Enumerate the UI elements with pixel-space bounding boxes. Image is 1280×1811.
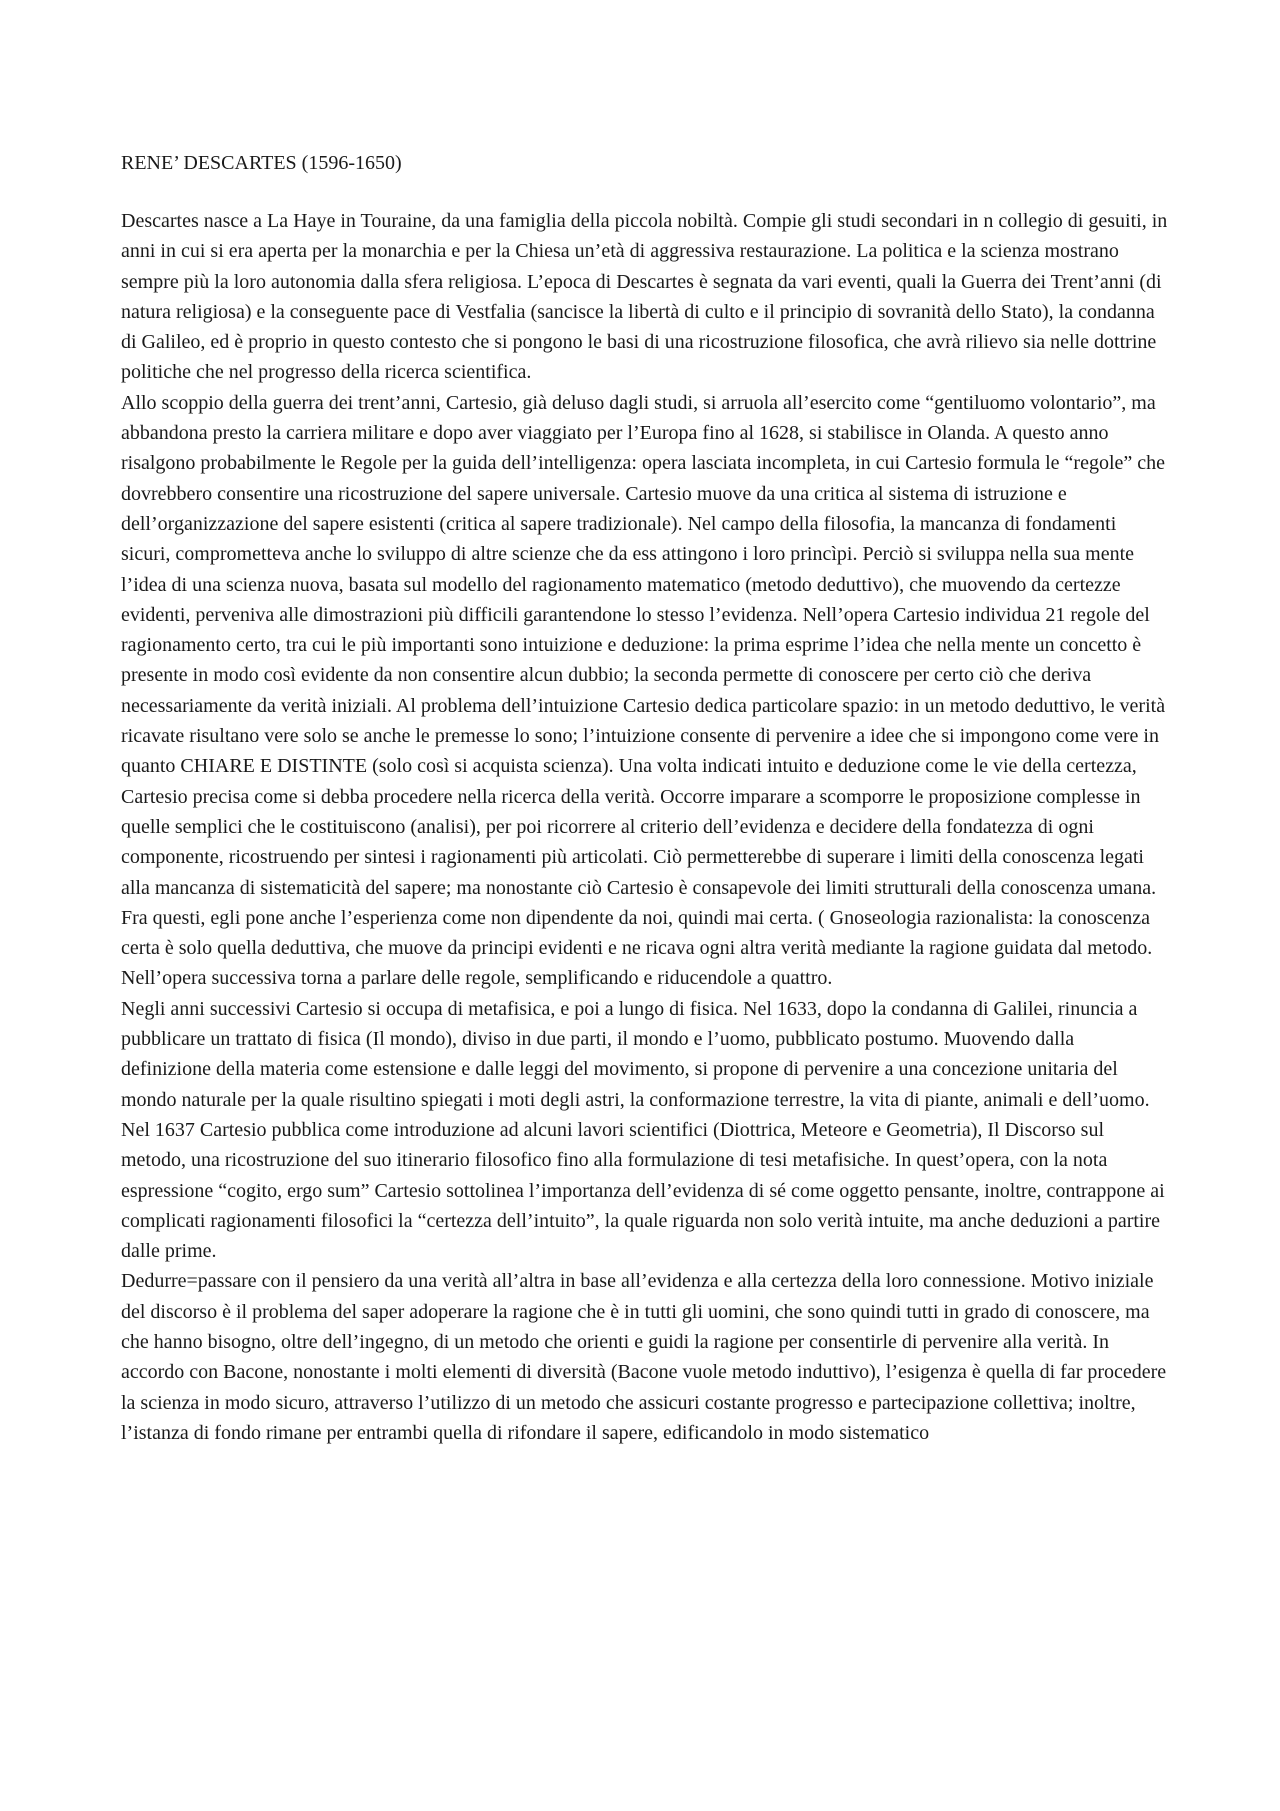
paragraph-dedurre: Dedurre=passare con il pensiero da una verità all’altra in base all’evidenza e alla certezza della loro connessione. Motivo iniziale del discorso è il problema del saper adoperare la ragione che è in tutti gli uomini, che sono quindi tutti in grado di conoscere, ma che hanno bisogno, oltre dell’ingegno, di un metodo che orienti e guidi la ragione per consentirle di pervenire alla verità. In accordo con Bacone, nonostante i molti elementi di diversità (Bacone vuole metodo induttivo), l’esigenza è quella di far procedere la scienza in modo sicuro, attraverso l’utilizzo di un metodo che assicuri costante progresso e partecipazione collettiva; inoltre, l’istanza di fondo rimane per entrambi quella di rifondare il sapere, edificandolo in modo sistematico [121, 1270, 1167, 1444]
paragraph-regole: Allo scoppio della guerra dei trent’anni, Cartesio, già deluso dagli studi, si arruola all’esercito come “gentiluomo volontario”, ma abbandona presto la carriera militare e dopo aver viaggiato per l’Europa fino al 1628, si stabilisce in Olanda. A questo anno risalgono probabilmente le Regole per la guida dell’intelligenza: opera lasciata incompleta, in cui Cartesio formula le “regole” che dovrebbero consentire una ricostruzione del sapere universale. Cartesio muove da una critica al sistema di istruzione e dell’organizzazione del sapere esistenti (critica al sapere tradizionale). Nel campo della filosofia, la mancanza di fondamenti sicuri, comprometteva anche lo sviluppo di altre scienze che da ess attingono i loro princìpi. Perciò si sviluppa nella sua mente l’idea di una scienza nuova, basata sul modello del ragionamento matematico (metodo deduttivo), che muovendo da certezze evidenti, perveniva alle dimostrazioni più difficili garantendone lo stesso l’evidenza. Nell’opera Cartesio individua 21 regole del ragionamento certo, tra cui le più importanti sono intuizione e deduzione: la prima esprime l’idea che nella mente un concetto è presente in modo così evidente da non consentire alcun dubbio; la seconda permette di conoscere per certo ciò che deriva necessariamente da verità iniziali. Al problema dell’intuizione Cartesio dedica particolare spazio: in un metodo deduttivo, le verità ricavate risultano vere solo se anche le premesse lo sono; l’intuizione consente di pervenire a idee che si impongono come vere in quanto CHIARE E DISTINTE (solo così si acquista scienza). Una volta indicati intuito e deduzione come le vie della certezza, Cartesio precisa come si debba procedere nella ricerca della verità. Occorre imparare a scomporre le proposizione complesse in quelle semplici che le costituiscono (analisi), per poi ricorrere al criterio dell’evidenza e decidere della fondatezza di ogni componente, ricostruendo per sintesi i ragionamenti più articolati. Ciò permetterebbe di superare i limiti della conoscenza legati alla mancanza di sistematicità del sapere; ma nonostante ciò Cartesio è consapevole dei limiti strutturali della conoscenza umana. Fra questi, egli pone anche l’esperienza come non dipendente da noi, quindi mai certa. ( Gnoseologia razionalista: la conoscenza certa è solo quella deduttiva, che muove da principi evidenti e ne ricava ogni altra verità mediante la ragione guidata dal metodo. Nell’opera successiva torna a parlare delle regole, semplificando e riducendole a quattro. [121, 391, 1166, 990]
paragraph-intro: Descartes nasce a La Haye in Touraine, da una famiglia della piccola nobiltà. Compie gli studi secondari in n collegio di gesuiti, in anni in cui si era aperta per la monarchia e per la Chiesa un’età di aggressiva restaurazione. La politica e la scienza mostrano sempre più la loro autonomia dalla sfera religiosa. L’epoca di Descartes è segnata da vari eventi, quali la Guerra dei Trent’anni (di natura religiosa) e la conseguente pace di Vestfalia (sancisce la libertà di culto e il principio di sovranità dello Stato), la condanna di Galileo, ed è proprio in questo contesto che si pongono le basi di una ricostruzione filosofica, che avrà rilievo sia nelle dottrine politiche che nel progresso della ricerca scientifica. [121, 210, 1168, 384]
paragraph-fisica: Negli anni successivi Cartesio si occupa di metafisica, e poi a lungo di fisica. Nel 1633, dopo la condanna di Galilei, rinuncia a pubblicare un trattato di fisica (Il mondo), diviso in due parti, il mondo e l’uomo, pubblicato postumo. Muovendo dalla definizione della materia come estensione e dalle leggi del movimento, si propone di pervenire a una concezione unitaria del mondo naturale per la quale risultino spiegati i moti degli astri, la conformazione terrestre, la vita di piante, animali e dell’uomo. [121, 997, 1150, 1111]
document-title: RENE’ DESCARTES (1596-1650) [121, 152, 402, 174]
paragraph-discorso: Nel 1637 Cartesio pubblica come introduzione ad alcuni lavori scientifici (Diottrica, Meteore e Geometria), Il Discorso sul metodo, una ricostruzione del suo itinerario filosofico fino alla formulazione di tesi metafisiche. In quest’opera, con la nota espressione “cogito, ergo sum” Cartesio sottolinea l’importanza dell’evidenza di sé come oggetto pensante, inoltre, contrappone ai complicati ragionamenti filosofici la “certezza dell’intuito”, la quale riguarda non solo verità intuite, ma anche deduzioni a partire dalle prime. [121, 1118, 1165, 1263]
document-body [121, 148, 1168, 1448]
